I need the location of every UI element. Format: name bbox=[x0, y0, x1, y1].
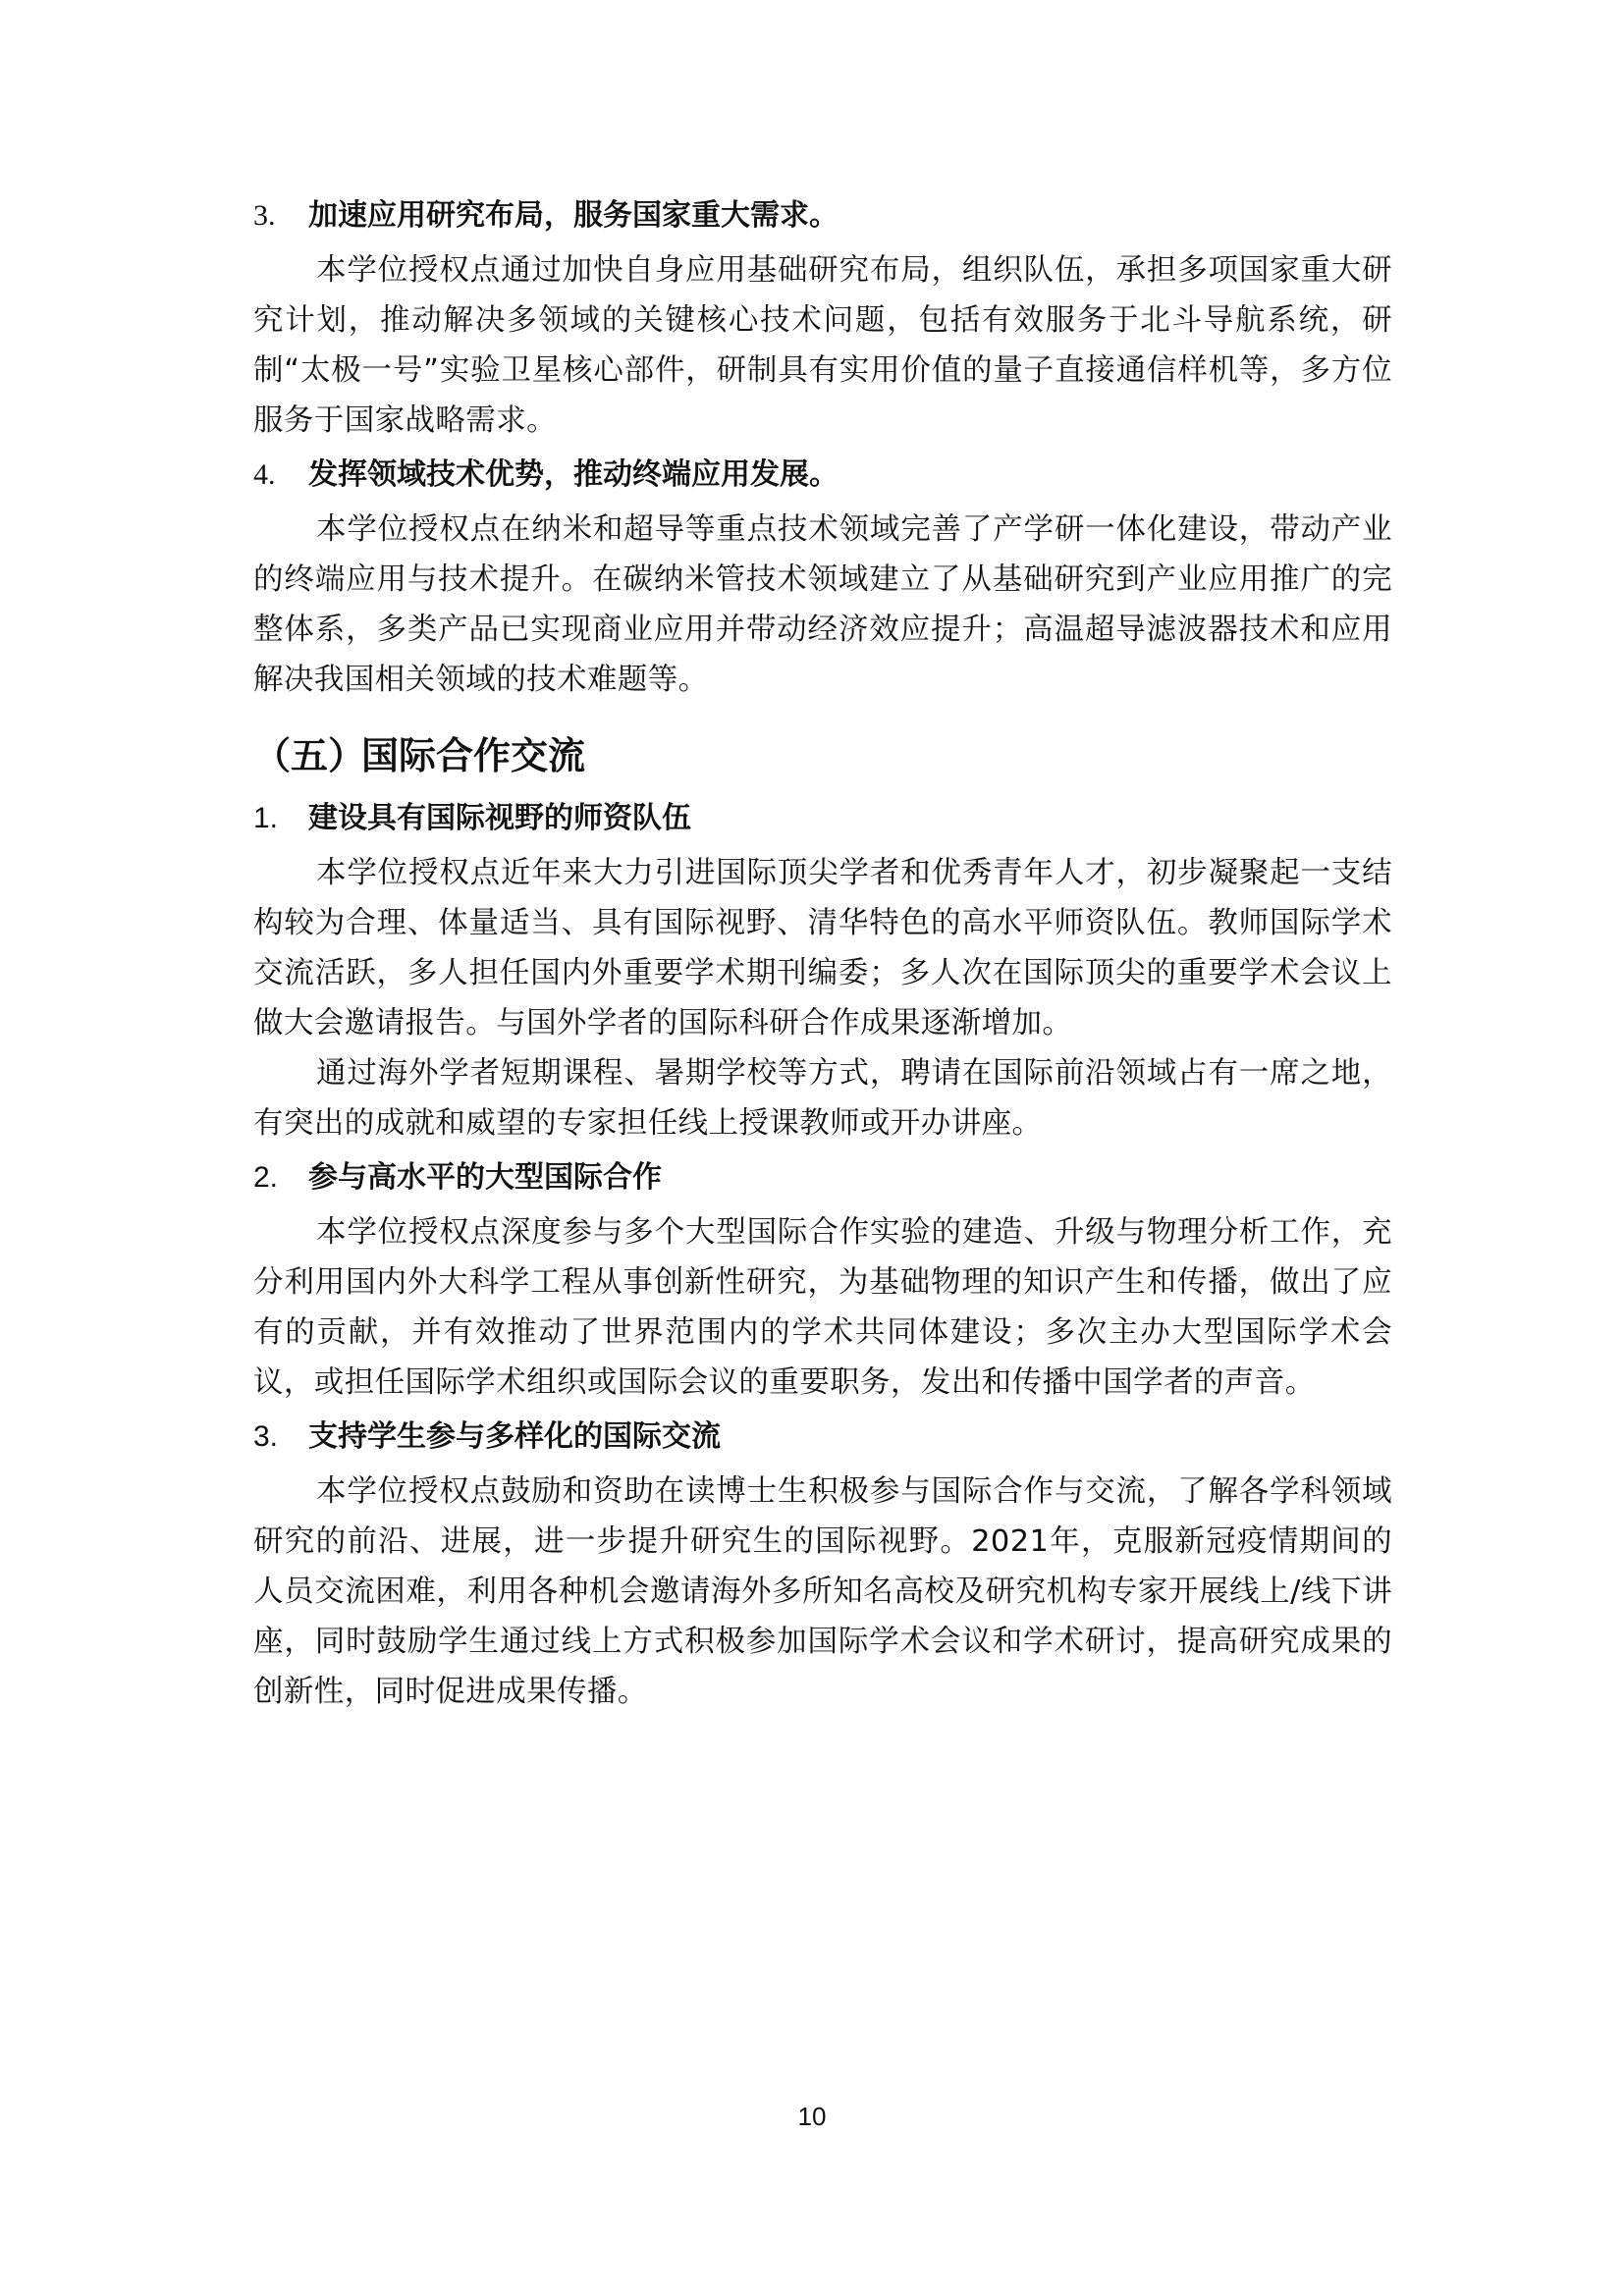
heading-applied-research bbox=[253, 192, 1392, 240]
heading-text: 发挥领域技术优势，推动终端应用发展。 bbox=[308, 457, 839, 492]
page-number: 10 bbox=[797, 2102, 827, 2131]
paragraph-technical-advantage: 本学位授权点在纳米和超导等重点技术领域完善了产学研一体化建设，带动产业的终端应用与技术提升。在碳纳米管技术领域建立了从基础研究到产业应用推广的完整体系，多类产品已实现商业应用并带动经济效应提升；高温超导滤波器技术和应用解决我国相关领域的技术难题等。 bbox=[253, 512, 1392, 697]
section-title-international-cooperation bbox=[253, 726, 1392, 785]
heading-technical-advantage bbox=[253, 452, 1392, 499]
heading-faculty-team bbox=[253, 795, 1392, 842]
paragraph-applied-research: 本学位授权点通过加快自身应用基础研究布局，组织队伍，承担多项国家重大研究计划，推动解决多领域的关键核心技术问题，包括有效服务于北斗导航系统，研制“太极一号”实验卫星核心部件，研制具有实用价值的量子直接通信样机等，多方位服务于国家战略需求。 bbox=[253, 253, 1392, 438]
heading-student-exchange bbox=[253, 1414, 1392, 1461]
section-text: 国际合作交流 bbox=[361, 734, 586, 777]
heading-number: 2. bbox=[253, 1161, 279, 1194]
section-number: （五） bbox=[253, 734, 366, 777]
heading-number: 3. bbox=[253, 199, 276, 232]
paragraph-faculty-team: 本学位授权点近年来大力引进国际顶尖学者和优秀青年人才，初步凝聚起一支结构较为合理、体量适当、具有国际视野、清华特色的高水平师资队伍。教师国际学术交流活跃，多人担任国内外重要学术期刊编委；多人次在国际顶尖的重要学术会议上做大会邀请报告。与国外学者的国际科研合作成果逐渐增加。 bbox=[253, 856, 1392, 1041]
paragraph-large-collaboration: 本学位授权点深度参与多个大型国际合作实验的建造、升级与物理分析工作，充分利用国内外大科学工程从事创新性研究，为基础物理的知识产生和传播，做出了应有的贡献，并有效推动了世界范围内的学术共同体建设；多次主办大型国际学术会议，或担任国际学术组织或国际会议的重要职务，发出和传播中国学者的声音。 bbox=[253, 1215, 1392, 1400]
heading-text: 参与高水平的大型国际合作 bbox=[308, 1160, 662, 1195]
heading-number: 3. bbox=[253, 1420, 279, 1453]
paragraph-overseas-scholars: 通过海外学者短期课程、暑期学校等方式，聘请在国际前沿领域占有一席之地，有突出的成就和威望的专家担任线上授课教师或开办讲座。 bbox=[253, 1056, 1392, 1141]
paragraph-student-exchange: 本学位授权点鼓励和资助在读博士生积极参与国际合作与交流，了解各学科领域研究的前沿、进展，进一步提升研究生的国际视野。2021年，克服新冠疫情期间的人员交流困难，利用各种机会邀请海外多所知名高校及研究机构专家开展线上/线下讲座，同时鼓励学生通过线上方式积极参加国际学术会议和学术研讨，提高研究成果的创新性，同时促进成果传播。 bbox=[253, 1474, 1392, 1709]
page-content bbox=[253, 192, 1392, 1717]
heading-text: 支持学生参与多样化的国际交流 bbox=[308, 1419, 721, 1454]
heading-number: 1. bbox=[253, 802, 279, 834]
heading-text: 建设具有国际视野的师资队伍 bbox=[308, 801, 691, 835]
heading-number: 4. bbox=[253, 458, 276, 491]
heading-text: 加速应用研究布局，服务国家重大需求。 bbox=[308, 198, 839, 233]
heading-large-collaboration bbox=[253, 1154, 1392, 1201]
